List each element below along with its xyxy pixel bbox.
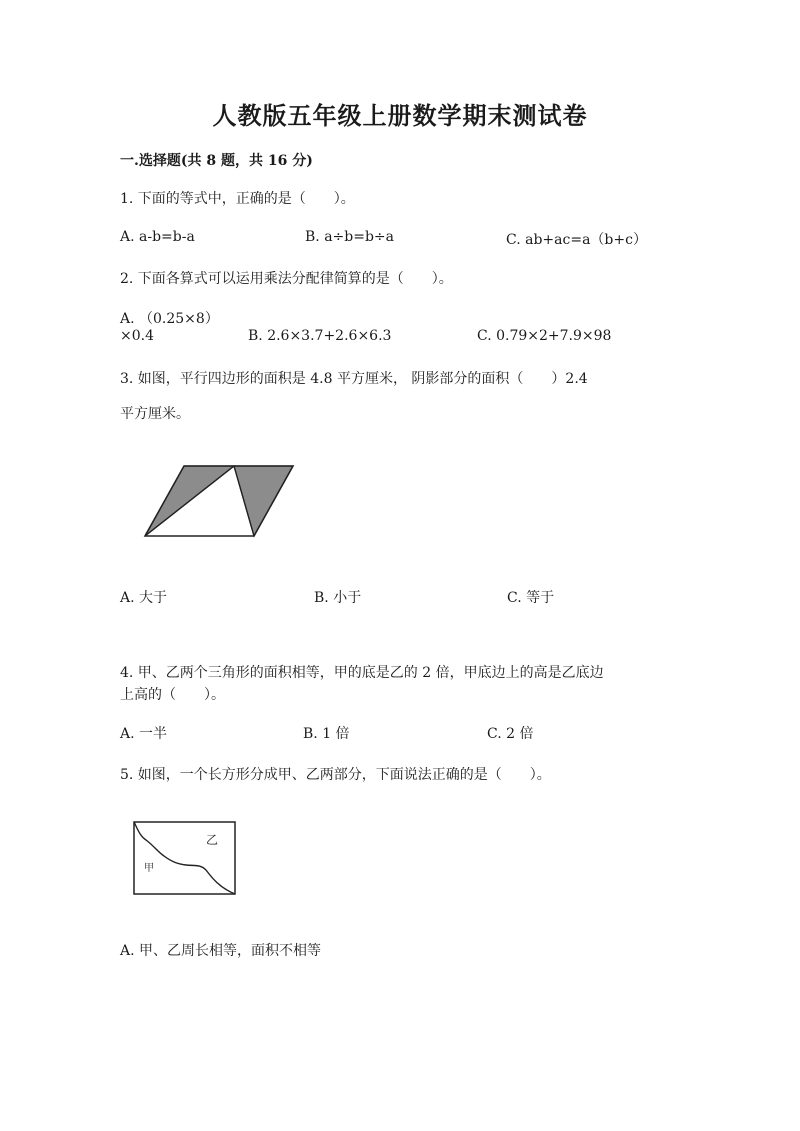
parallelogram-figure (136, 455, 306, 545)
question-2-stem: 2. 下面各算式可以运用乘法分配律简算的是（ ）。 (120, 271, 453, 287)
question-3-option-c[interactable]: C. 等于 (507, 590, 555, 606)
question-2-option-c[interactable]: C. 0.79×2+7.9×98 (477, 328, 612, 344)
page-title: 人教版五年级上册数学期末测试卷 (212, 101, 588, 130)
question-1-option-a[interactable]: A. a-b=b-a (120, 229, 195, 245)
question-2-option-b[interactable]: B. 2.6×3.7+2.6×6.3 (248, 328, 392, 344)
question-4-stem-line1: 4. 甲、乙两个三角形的面积相等，甲的底是乙的 2 倍，甲底边上的高是乙底边 (120, 665, 604, 681)
question-3-stem-line2: 平方厘米。 (120, 406, 190, 422)
question-3-option-a[interactable]: A. 大于 (120, 590, 168, 606)
question-4-stem-line2: 上高的（ ）。 (120, 687, 225, 703)
figure-label-yi: 乙 (206, 833, 219, 847)
section-heading: 一.选择题(共 8 题，共 16 分) (120, 153, 313, 169)
question-4-option-a[interactable]: A. 一半 (120, 726, 168, 742)
question-1-option-b[interactable]: B. a÷b=b÷a (305, 229, 394, 245)
question-3-option-b[interactable]: B. 小于 (314, 590, 362, 606)
question-5-option-a[interactable]: A. 甲、乙周长相等，面积不相等 (120, 943, 322, 959)
rectangle-figure (130, 818, 240, 898)
question-2-option-a[interactable]: A. （0.25×8） (120, 311, 219, 327)
question-4-option-b[interactable]: B. 1 倍 (303, 726, 350, 742)
question-5-stem: 5. 如图，一个长方形分成甲、乙两部分，下面说法正确的是（ ）。 (120, 767, 551, 783)
question-1-option-c[interactable]: C. ab+ac=a（b+c） (506, 232, 647, 248)
question-2-option-a-cont[interactable]: ×0.4 (120, 328, 154, 344)
question-3-stem-line1: 3. 如图，平行四边形的面积是 4.8 平方厘米， 阴影部分的面积（ ）2.4 (120, 371, 588, 387)
figure-label-jia: 甲 (144, 863, 154, 874)
question-1-stem: 1. 下面的等式中，正确的是（ ）。 (120, 191, 355, 207)
question-4-option-c[interactable]: C. 2 倍 (487, 726, 534, 742)
